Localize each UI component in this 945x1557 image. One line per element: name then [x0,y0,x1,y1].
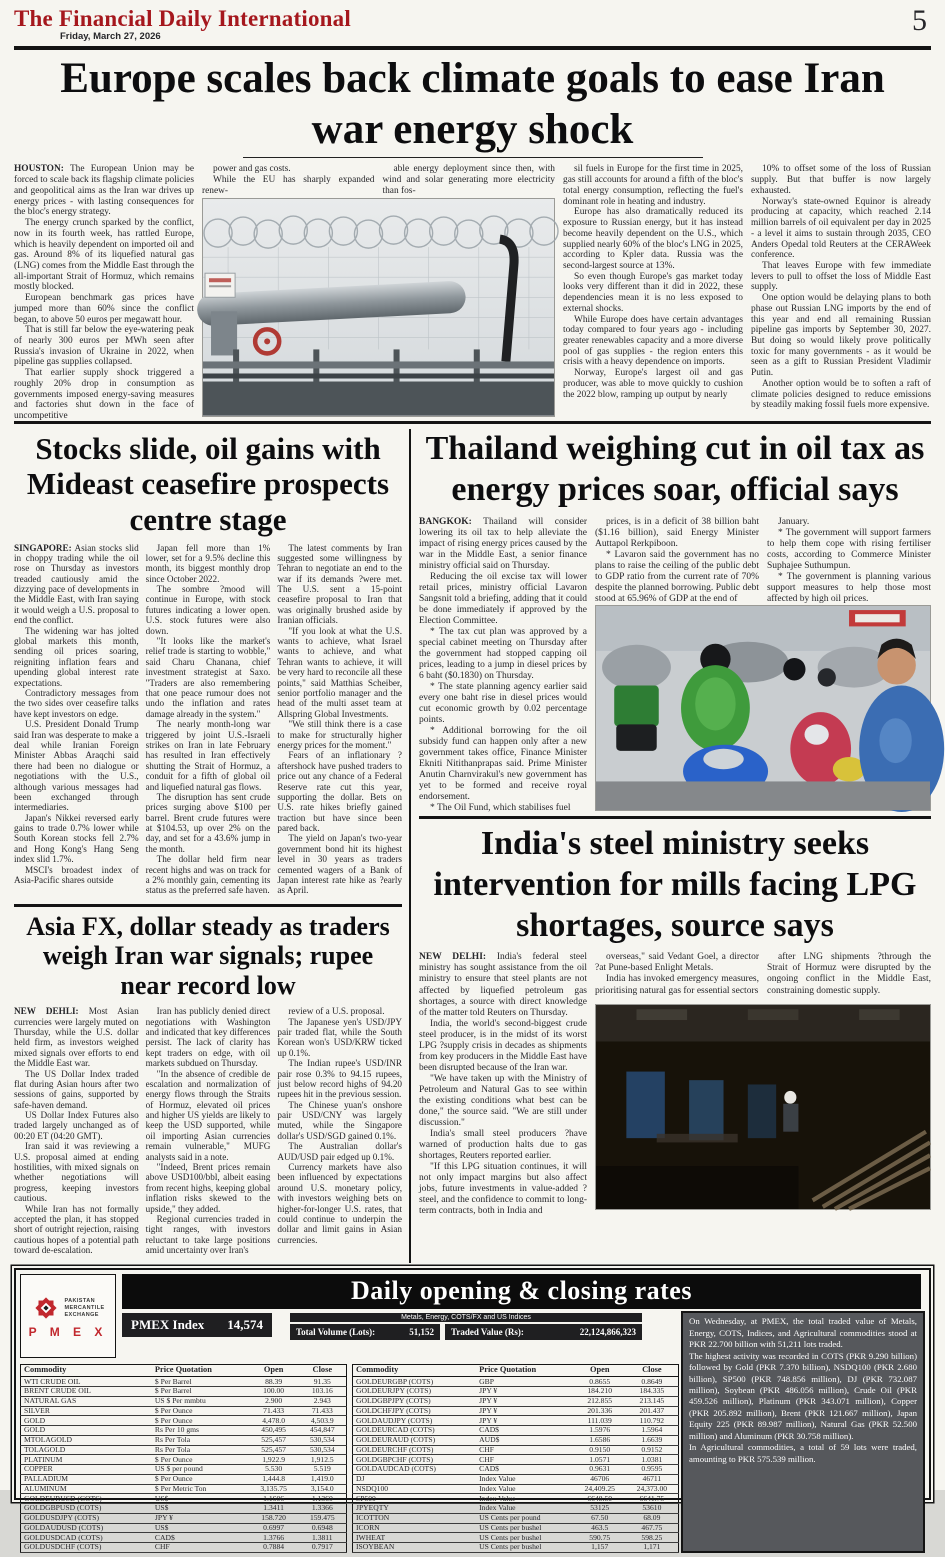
pmex-logo-top [31,1293,104,1323]
article-mini-columns [595,952,931,1002]
paragraph: That earlier supply shock triggered a roughly 20% drop in consumption as governments imposed energy-saving measures and factories shut down in the face of uncompetitive [14,368,194,421]
rates-table-row: GOLDAUDCAD (COTS) CAD$ 0.9631 0.9595 [353,1465,679,1475]
thailand-article [419,429,931,814]
pmex-org-line: MERCANTILE [64,1305,105,1312]
stocks-headline: Stocks slide, oil gains with Mideast ceasefire prospects centre stage [26,431,390,537]
fuel-queue-photo [595,605,931,811]
article-column [751,164,931,416]
rates-tables [16,1362,681,1556]
rates-table-row: JPYEQTY Index Value 53125 53610 [353,1504,679,1514]
article-column [14,164,194,421]
rates-table-row: GOLDEURJPY (COTS) JPY ¥ 184.210 184.335 [353,1387,679,1397]
paragraph [14,543,139,626]
col-header-open: Open [574,1365,626,1377]
paragraph: Regional currencies traded in tight ranges, with investors reluctant to take large positions amid uncertainty over Iran's [145,1214,271,1256]
rates-table-row: GOLDUSDJPY (COTS) JPY ¥ 158.720 159.475 [21,1513,347,1523]
paragraph: * The state planning agency earlier said every one baht rise in diesel prices would cut economic growth by 0.02 percentage points. [419,682,587,726]
paragraph: While Iran has not formally accepted the plan, it has stopped short of outright rejection, raising cautious hopes of a potential path toward de-escalation. [14,1203,139,1256]
steel-mill-illustration [596,1005,930,1209]
pmex-org-line: EXCHANGE [64,1311,99,1318]
paragraph: Europe has also dramatically reduced its exposure to Russian energy, but it has instead become heavily dependent on the U.S., which supplied nearly 60% of the bloc's LNG in 2025, according to Kpler data. Russia was the second-largest source at 13%. [563,207,743,271]
paragraph: The energy crunch sparked by the conflict, now in its fourth week, has rattled Europe, which is heavily dependent on imported oil and gas. Around 8% of its liquefied natural gas (LNG) comes from the Middle East through the all-important Strait of Hormuz, which remains mostly blocked. [14,218,194,293]
rates-table-row: NSDQ100 Index Value 24,409.25 24,373.00 [353,1484,679,1494]
article-column [146,1006,271,1282]
thailand-body [419,517,931,814]
rates-table-row: TOLAGOLD Rs Per Tola 525,457 530,534 [21,1445,347,1455]
pmex-logo [20,1274,116,1358]
rates-table-row: GOLDAUDJPY (COTS) JPY ¥ 111.039 110.792 [353,1416,679,1426]
paragraph: * The government is planning various support measures to help those most affected by high oil prices. [767,572,931,605]
thailand-right [595,517,931,811]
gas-pipeline-illustration [203,199,554,416]
pmex-org-name [64,1298,104,1319]
col-header-price-quotation: Price Quotation [476,1365,574,1377]
india-headline: India's steel ministry seeks intervention for mills facing LPG shortages, source says [433,825,917,944]
right-zone [409,429,931,1263]
article-column [767,517,931,603]
paragraph: That leaves Europe with few immediate levers to pull to offset the loss of Middle East supply. [751,260,931,293]
paragraph: Another option would be to soften a raft of climate policies designed to reduce emissions by steadily making fossil fuels more expensive. [751,378,931,411]
paragraph: The US Dollar Index traded flat during Asian hours after two sessions of gains, supported by safe-haven demand. [14,1068,139,1110]
paragraph: Iran has publicly denied direct negotiations with Washington and indicated that key differences persist. The lack of clarity has kept traders on edge, with oil markets subdued on Thursday. [145,1006,271,1069]
rates-table-row: GOLDGBPUSD (COTS) US$ 1.3411 1.3366 [21,1504,347,1514]
rates-table-row: MTOLAGOLD Rs Per Tola 525,457 530,534 [21,1435,347,1445]
paragraph: power and gas costs. [213,164,291,175]
paragraph: On Wednesday, at PMEX, the total traded value of Metals, Energy, COTS, Indices, and Agricultural commodities stood at PKR 22.700 billion with 51,211 lots traded. [689,1316,917,1350]
article-column [563,164,743,416]
paragraph: Contradictory messages from the two sides over ceasefire talks have kept investors on edge. [14,687,139,719]
section-divider [419,816,931,819]
paragraph: The Japanese yen's USD/JPY pair traded flat, while the South Korean won's USD/KRW ticked up 0.1%. [277,1016,403,1058]
paragraph: "If you look at what the U.S. wants to achieve, what Israel wants to achieve, and what Tehran wants to achieve, it will be very hard to reconcile all these points," said Matthias Scheiber, senior portfolio manager and the head of the multi asset team at Allspring Global Investments. [277,625,403,719]
article-mini-columns [202,164,555,196]
paragraph: after LNG shipments ?through the Strait of Hormuz were disrupted by the ongoing conflict in the Middle East, constraining domestic supply. [767,952,931,996]
paragraph: Currency markets have also been influenced by expectations around U.S. monetary policy, with investors weighing bets on higher-for-longer U.S. rates, that could continue to underpin the dollar and limit gains in Asian currencies. [277,1162,403,1245]
rates-table-row: GOLDGBPCHF (COTS) CHF 1.0571 1.0381 [353,1455,679,1465]
lower-sections [14,429,931,1263]
col-header-close: Close [299,1365,347,1377]
volume-row [290,1324,642,1340]
traded-value-label: Traded Value (Rs): [451,1327,524,1338]
col-header-open: Open [249,1365,299,1377]
col-header-commodity: Commodity [21,1365,152,1377]
rates-table-row: GOLDEURCAD (COTS) CAD$ 1.5976 1.5964 [353,1426,679,1436]
col-header-price-quotation: Price Quotation [152,1365,249,1377]
paragraph: So even though Europe's gas market today looks very different than it did in 2022, these dependencies mean it is no less exposed to external shocks. [563,271,743,314]
india-article [419,824,931,1216]
rates-table-row: GOLDEURUSD (COTS) US$ 1.1606 1.1360 [21,1494,347,1504]
paragraph: The Chinese yuan's onshore pair USD/CNY was largely muted, while the Singapore dollar's USD/SGD gained 0.1%. [277,1099,403,1141]
rates-table-row: ISOYBEAN US Cents per bushel 1,157 1,171 [353,1543,679,1553]
paragraph: * The government will support farmers to help them cope with rising fertiliser costs, according to Commerce Minister Suphajee Suthumpun. [767,528,931,572]
paragraph [14,1006,139,1068]
article-paragraphs [419,1019,587,1217]
rates-table-row: SILVER $ Per Ounce 71.433 71.433 [21,1406,347,1416]
rates-table-right [352,1364,679,1552]
paragraph: The latest comments by Iran suggested some willingness by Tehran to negotiate an end to the war if its demands ?were met. The U.S. sent a 15-point ceasefire proposal to Iran that was originally brushed aside by Iranian officials. [277,542,403,626]
paragraph: Norway's state-owned Equinor is already producing at capacity, which reached 2.14 million barrels of oil equivalent per day in 2025 - a level it aims to sustain through 2035, CEO Anders Opedal told Reuters at the CERAWeek conference. [751,196,931,261]
paragraph: 10% to offset some of the loss of Russian supply. But that buffer is now largely exhausted. [751,164,931,196]
pmex-star-icon [31,1293,61,1323]
article-column [14,1006,139,1282]
paragraph: review of a U.S. proposal. [288,1006,385,1017]
rates-table-row: COPPER US $ per pound 5.530 5.519 [21,1465,347,1475]
page-number: 5 [912,4,927,37]
rates-table-row: GOLDUSDCAD (COTS) CAD$ 1.3766 1.3811 [21,1533,347,1543]
rates-banner: Daily opening & closing rates [122,1274,921,1309]
paragraph: While Europe does have certain advantages today compared to four years ago - including greater renewables capacity and a more diverse pool of gas supplies - the region enters this crisis with a heavy dependence on imports. [563,314,743,368]
paragraph: That is still far below the eye-watering peak of nearly 300 euros per MWh seen after Russia's invasion of Ukraine in 2022, when pipeline gas supplies collapsed. [14,325,194,368]
paragraph: The Indian rupee's USD/INR pair rose 0.3% to 94.15 rupees, just below record highs of 94.20 rupees hit in the previous session. [277,1058,403,1100]
dateline: BANGKOK: [419,517,472,528]
gas-pipeline-photo [202,198,555,417]
article-column [146,543,271,899]
paragraph: The disruption has sent crude prices surging above $100 per barrel. Brent crude futures were at $104.53, up over 2% on the day, and set for a 43.6% jump in the month. [145,791,271,854]
paragraph: While the EU has sharply expanded renew- [202,175,375,196]
rates-table-row: ICOTTON US Cents per pound 67.50 68.09 [353,1513,679,1523]
dateline: HOUSTON: [14,164,64,175]
traded-value-box [445,1324,642,1340]
paragraph: sil fuels in Europe for the first time in 2025, gas still accounts for around a fifth of the bloc's total energy consumption, reflecting the fuel's dominant role in heating and industry. [563,164,743,207]
paragraph: "We have taken up with the Ministry of Petroleum and Natural Gas to see within the existing conditions what best can be done," the source said. "We are still under discussion." [419,1073,587,1128]
dateline: NEW DEHLI: [14,1006,79,1017]
dateline: SINGAPORE: [14,542,72,553]
paragraph: Japan fell more than 1% lower, set for a 9.5% decline this month, its biggest monthly drop since October 2022. [145,542,271,584]
paragraph: The sombre ?mood will continue in Europe, with stock futures indicating a lower open. U.S. stock futures were also down. [145,584,271,636]
paragraph [419,952,587,1018]
rates-header-cluster [120,1310,681,1362]
paragraph: overseas," said Vedant Goel, a director ?at Pune-based Enlight Metals. [595,952,759,974]
article-paragraphs [419,572,587,814]
paragraph: In Agricultural commodities, a total of 59 lots were traded, amounting to PKR 575.539 million. [689,1442,917,1464]
article-column [595,952,759,1002]
rates-table-header-row [353,1365,679,1377]
india-right [595,952,931,1210]
rates-table-row: GOLD $ Per Ounce 4,478.0 4,503.9 [21,1416,347,1426]
pmex-index-box [122,1313,272,1337]
masthead-rule [14,46,931,50]
asiafx-body [14,1006,402,1282]
rates-table-row: DJ Index Value 46706 46711 [353,1474,679,1484]
paragraph: The Australian dollar's AUD/USD pair edged up 0.1%. [277,1141,403,1162]
paragraph: India has invoked emergency measures, prioritising natural gas for essential sectors [595,974,759,996]
paragraph: US Dollar Index Futures also traded largely unchanged as of 00:20 ET (04:20 GMT). [14,1110,139,1141]
volume-cluster [290,1313,642,1340]
pmex-letters: P M E X [28,1325,108,1340]
rates-table-row: GOLDGBPJPY (COTS) JPY ¥ 212.855 213.145 [353,1396,679,1406]
left-zone [14,429,409,1263]
paragraph: Iran said it was reviewing a U.S. proposal aimed at ending hostilities, with mixed signals on whether negotiations will progress, keeping investors cautious. [14,1141,139,1204]
section-divider [14,421,931,424]
article-column [419,517,587,814]
article-column [277,543,402,899]
stocks-article [14,431,402,898]
article-column [383,164,556,196]
paragraph: able energy deployment since then, with wind and solar generating more electricity than fos- [382,164,555,196]
rates-table-row: GOLDUSDCHF (COTS) CHF 0.7884 0.7917 [21,1543,347,1553]
paragraph: One option would be delaying plans to both phase out Russian LNG imports by the end of this year and end all remaining Russian pipeline gas imports by September 30, 2027. But doing so would likely prove politically toxic for many governments - as it would be seen as a gift to Russian President Vladimir Putin. [751,293,931,379]
lead-headline: Europe scales back climate goals to ease Iran war energy shock [60,55,885,153]
rates-table-row: GOLDCHFJPY (COTS) JPY ¥ 201.336 201.437 [353,1406,679,1416]
rates-table-row: WTI CRUDE OIL $ Per Barrel 88.39 91.35 [21,1377,347,1387]
article-column [595,517,759,603]
rates-table-row: PLATINUM $ Per Ounce 1,922.9 1,912.5 [21,1455,347,1465]
rates-table-row: ICORN US Cents per bushel 463.5 467.75 [353,1523,679,1533]
paragraph: "We still think there is a case to make for structurally higher energy prices for the moment." [277,719,403,750]
masthead [14,6,931,44]
article-paragraphs [14,1069,139,1256]
rates-table-row: NATURAL GAS US $ Per mmbtu 2.900 2.943 [21,1396,347,1406]
paragraph [14,164,194,218]
india-body [419,952,931,1216]
rates-table-row: GOLDEURGBP (COTS) GBP 0.8655 0.8649 [353,1377,679,1387]
paragraph: The dollar held firm near recent highs and was on track for a 2% monthly gain, cementing its status as the preferred safe haven. [145,854,271,896]
masthead-title: The Financial Daily International [14,6,351,31]
paragraph: * The Oil Fund, which stabilises fuel [430,803,571,814]
paragraph: Reducing the oil excise tax will lower retail prices, ministry official Lavaron Sangsnit told a briefing, adding that it could be done immediately if approved by the Election Committee. [419,572,587,627]
pmex-index-value: 14,574 [227,1317,263,1333]
lead-article [14,164,931,421]
article-column [14,543,139,899]
paragraph: India, the world's second-biggest crude steel producer, is in the midst of its worst LPG ?supply crisis in decades as shipments from key producers in the Middle East have been disrupted because of the Iran war. [419,1018,587,1073]
rates-table-row: ALUMINUM $ Per Metric Ton 3,135.75 3,154.0 [21,1484,347,1494]
paragraph: * The tax cut plan was approved by a special cabinet meeting on Thursday after the government had stopped capping oil prices, leading to a jump in diesel prices by 6 baht ($0.1830) on Thursday. [419,627,587,682]
article-lead: Asian stocks slid in choppy trading while the oil rose on Thursday as investors treaded cautiously amid the dizzying pace of developments in the Middle East, with Iran saying it would weigh a U.S. proposal to end the conflict. [14,542,139,626]
col-header-commodity: Commodity [353,1365,477,1377]
asiafx-article [14,912,402,1283]
total-volume-box [290,1324,440,1340]
rates-table-row: IWHEAT US Cents per bushel 590.75 598.25 [353,1533,679,1543]
paragraph: U.S. President Donald Trump said Iran was desperate to make a deal while Iranian Foreign Minister Abbas Araqchi said there had been no dialogue or negotiations with the U.S., although various messages had been exchanged through intermediaries. [14,719,139,813]
paragraph: "It looks like the market's relief trade is starting to wobble," said Charu Chanana, chief investment strategist at Saxo. "Traders are also remembering that one peace rumour does not undo the inflation and rates damage already in the system." [145,636,271,719]
article-paragraphs [14,218,194,422]
rates-table-row: GOLDEURAUD (COTS) AUD$ 1.6586 1.6639 [353,1435,679,1445]
section-divider [14,904,402,907]
col-header-close: Close [626,1365,679,1377]
rates-table-row: PALLADIUM $ Per Ounce 1,444.8 1,419.0 [21,1474,347,1484]
paragraph: The widening war has jolted global markets this month, sending oil prices soaring, reigniting inflation fears and upending global interest rate expectations. [14,625,139,688]
rates-table-header-row [21,1365,347,1377]
rates-table-row: GOLDAUDUSD (COTS) US$ 0.6997 0.6948 [21,1523,347,1533]
paragraph: "If this LPG situation continues, it will not only impact margins but also affect jobs, future investments in value-added ?steel, and the confidence to commit to long-term contracts, both in India and [419,1161,587,1216]
article-column [767,952,931,1002]
paragraph: Fears of an inflationary ?aftershock have pushed traders to price out any chance of a Federal Reserve rate cut this year, supporting the dollar. Bets on U.S. rate hikes briefly gained traction but have since been pared back. [277,750,403,834]
asiafx-headline: Asia FX, dollar steady as traders weigh Iran war signals; rupee near record low [26,911,390,1001]
article-column [419,952,588,1216]
paragraph: Norway, Europe's largest oil and gas producer, was able to move quickly to cushion the 2022 blow, ramping up output by nearly [563,368,743,400]
article-lead: The European Union may be forced to scale back its flagship climate policies and geopolitical aims as the Iran war drives up energy prices - with lasting consequences for the bloc's energy strategy. [14,164,194,218]
article-lead: India's federal steel ministry has sought assistance from the oil ministry to ensure that steel plants are not affected by liquefied petroleum gas shortages, a source with direct knowledge of the matter told Reuters on Thursday. [419,952,588,1018]
pmex-org-line: PAKISTAN [64,1298,95,1305]
paragraph: Japan's Nikkei reversed early gains to trade 0.7% lower while South Korean stocks fell 2.7% and Hong Kong's Hang Seng index slid 1.7%. [14,812,139,865]
paragraph: MSCI's broadest index of Asia-Pacific shares outside [14,864,139,886]
total-volume-label: Total Volume (Lots): [296,1327,376,1338]
rates-table-row: GOLDEURCHF (COTS) CHF 0.9150 0.9152 [353,1445,679,1455]
lead-article-middle [202,164,555,416]
paragraph [419,517,587,572]
rates-table-row: SP500 Index Value 6648.50 6641.75 [353,1494,679,1504]
paragraph: The nearly month-long war triggered by joint U.S.-Israeli strikes on Iran in late February has resulted in Iran effectively shutting the Strait of Hormuz, a conduit for a fifth of global oil and liquefied natural gas flows. [145,719,271,792]
total-volume-value: 51,152 [409,1327,434,1338]
rates-table-row: BRENT CRUDE OIL $ Per Barrel 100.00 103.16 [21,1387,347,1397]
traded-value-value: 22,124,866,323 [579,1327,636,1338]
article-lead: Most Asian currencies were largely muted on Thursday, while the U.S. dollar held firm, as investors weighed mixed signals over efforts to end the Middle East war. [14,1006,139,1069]
paragraph: * Lavaron said the government has no plans to raise the ceiling of the public debt to GDP ratio from the current rate of 70% despite the planned borrowing. Public debt stood at 65.96% of GDP at the end of [595,550,759,605]
dateline: NEW DELHI: [419,952,487,963]
article-column [277,1006,402,1282]
paragraph: "Indeed, Brent prices remain above USD100/bbl, albeit easing from recent highs, keeping global inflation risks skewed to the upside," they added. [145,1162,271,1214]
rates-table-left [20,1364,347,1552]
paragraph: January. [778,517,810,528]
paragraph: prices, is in a deficit of 38 billion baht ($1.16 billion), said Energy Minister Auttapol Rerkpiboon. [595,517,759,550]
article-paragraphs [14,626,139,886]
paragraph: European benchmark gas prices have jumped more than 60% since the conflict began, to above 50 euros per megawatt hour. [14,293,194,325]
article-column [202,164,375,196]
steel-mill-photo [595,1004,931,1210]
market-summary [681,1311,925,1552]
paragraph: India's small steel producers ?have warned of production halts due to gas shortages, Reuters reported earlier. [419,1128,587,1161]
motorbike-fuel-queue-illustration [596,606,930,810]
thailand-headline: Thailand weighing cut in oil tax as energy prices soar, official says [425,430,925,509]
paragraph: The yield on Japan's two-year government bond hit its highest level in 30 years as traders cemented wagers of a Bank of Japan interest rate hike as ?early as April. [277,833,403,896]
rates-section [14,1268,931,1552]
pmex-index-label: PMEX Index [131,1317,205,1333]
article-mini-columns [595,517,931,603]
stocks-body [14,543,402,899]
masthead-date: Friday, March 27, 2026 [60,31,161,42]
markets-strip: Metals, Energy, COTS/FX and US Indices [290,1313,642,1322]
rates-table-row: GOLD Rs Per 10 gms 450,495 454,847 [21,1426,347,1436]
paragraph: * Additional borrowing for the oil subsidy fund can happen only after a new government takes office, Finance Minister Ekniti Nitithanprapas said. Prime Minister Anutin Charnvirakul's new government has yet to be formed and receive royal endorsement. [419,726,587,803]
headline-underline [243,157,703,158]
paragraph: The highest activity was recorded in COTS (PKR 9.290 billion) followed by Gold (PKR 7.370 billion), NSDQ100 (PKR 2.680 billion), SP500 (PKR 748.856 million), DJ (PKR 732.087 million), Soybean (PKR 486.056 million), Crude Oil (PKR 459.526 million), Platinum (PKR 343.071 million), Copper (PKR 205.892 million), Brent (PKR 121.667 million), Japan Equity 225 (PKR 89.987 million), Natural Gas (PKR 52.500 million) and Aluminum (PKR 30.758 million). [689,1350,917,1441]
paragraph: "In the absence of credible de escalation and normalization of energy flows through the Straits of Hormuz, elevated oil prices and higher US yields are likely to keep the USD supported, while oil importing Asian currencies remain vulnerable," MUFG analysts said in a note. [145,1068,271,1162]
article-lead: Thailand will consider lowering its oil tax to help alleviate the impact of rising energy prices caused by the war in the Middle East, a senior finance ministry official said on Thursday. [419,517,587,572]
